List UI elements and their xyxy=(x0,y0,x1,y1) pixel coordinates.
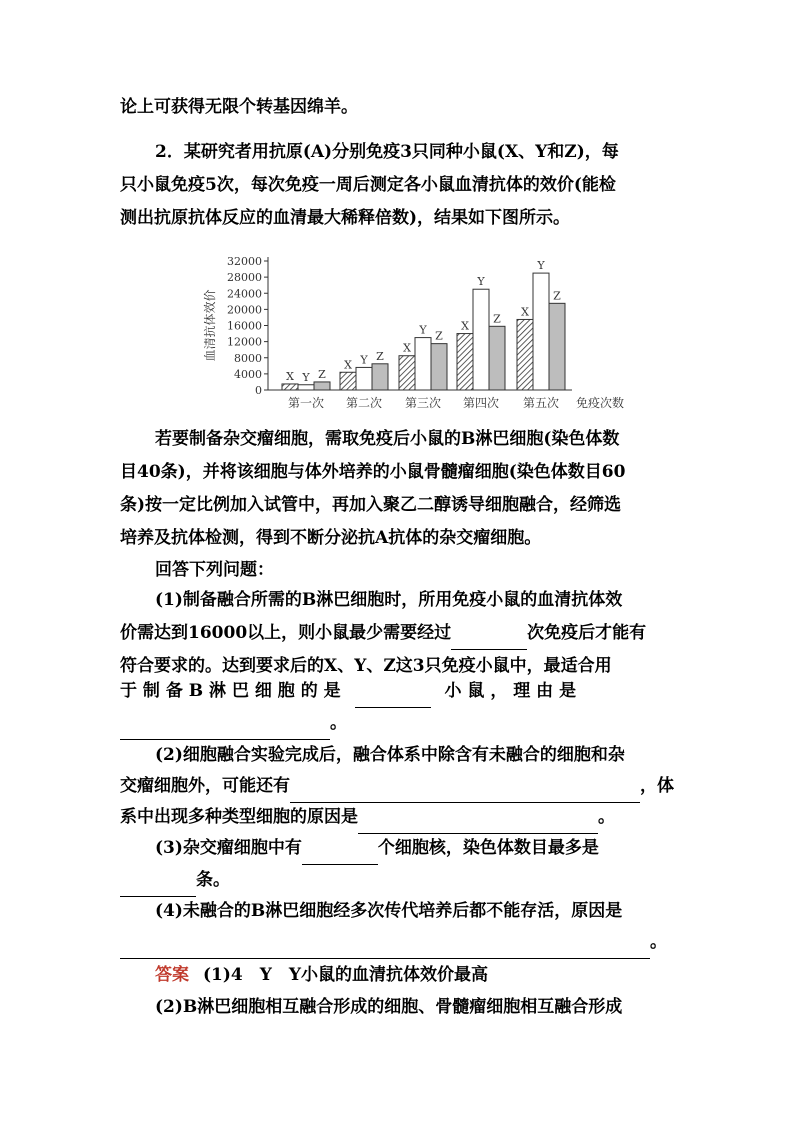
bar-Z-1 xyxy=(314,382,330,390)
answer-blank-8[interactable] xyxy=(120,936,650,959)
q2-line-3-part-b: 。 xyxy=(598,807,615,827)
q1-line-3: 符合要求的。达到要求后的X、Y、Z这3只免疫小鼠中，最适合用 xyxy=(120,656,612,676)
q2-line-2-part-a: 交瘤细胞外，可能还有 xyxy=(120,776,290,796)
x-tick-label: 第三次 xyxy=(404,396,442,410)
paragraph-line-3: 条)按一定比例加入试管中，再加入聚乙二醇诱导细胞融合，经筛选 xyxy=(120,495,622,515)
q2-line-2-part-b: ，体 xyxy=(640,776,674,796)
q3-line-2 xyxy=(120,863,676,897)
y-tick-label: 32000 xyxy=(227,255,262,268)
bar-label-Z-3: Z xyxy=(435,329,443,343)
bar-label-X-2: X xyxy=(344,358,352,372)
text-line-0: 论上可获得无限个转基因绵羊。 xyxy=(120,97,358,117)
bar-label-X-5: X xyxy=(521,305,529,319)
answer-label: 答案 xyxy=(155,965,189,985)
q1-line-1: (1)制备融合所需的B淋巴细胞时，所用免疫小鼠的血清抗体效 xyxy=(155,590,623,610)
bar-X-2 xyxy=(340,372,356,390)
answer-blank-3[interactable] xyxy=(120,717,330,740)
bar-label-Z-2: Z xyxy=(376,349,384,363)
bar-label-Y-2: Y xyxy=(360,353,368,367)
bar-label-Y-5: Y xyxy=(537,259,545,273)
bar-Z-5 xyxy=(549,303,565,390)
bar-label-Z-5: Z xyxy=(553,289,561,303)
answer-1-text: (1)4 Y Y小鼠的血清抗体效价最高 xyxy=(203,965,489,985)
x-tick-label: 第二次 xyxy=(345,396,383,410)
paragraph-line-1: 若要制备杂交瘤细胞，需取免疫后小鼠的B淋巴细胞(染色体数 xyxy=(155,429,620,449)
answer-blank-6[interactable] xyxy=(302,842,378,865)
q2-line-1: (2)细胞融合实验完成后，融合体系中除含有未融合的细胞和杂 xyxy=(155,745,625,765)
bar-label-Y-4: Y xyxy=(477,275,485,289)
antibody-titer-bar-chart xyxy=(200,236,630,414)
bar-X-5 xyxy=(517,319,533,390)
y-tick-label: 20000 xyxy=(227,303,262,317)
bar-Z-3 xyxy=(431,344,447,390)
x-axis-label: 免疫次数 xyxy=(576,396,625,410)
bar-label-Z-4: Z xyxy=(493,312,501,326)
bar-label-X-3: X xyxy=(403,341,411,355)
question-2-line-1: 2．某研究者用抗原(A)分别免疫3只同种小鼠(X、Y和Z)，每 xyxy=(155,142,619,162)
y-tick-label: 28000 xyxy=(227,271,262,285)
y-tick-label: 0 xyxy=(255,384,262,397)
bar-Y-5 xyxy=(533,273,549,390)
q2-line-3-part-a: 系中出现多种类型细胞的原因是 xyxy=(120,807,358,827)
y-tick-label: 8000 xyxy=(234,351,262,365)
q1-line-4 xyxy=(120,674,676,708)
y-axis-label: 血清抗体效价 xyxy=(203,289,217,362)
x-tick-label: 第一次 xyxy=(287,396,325,410)
answer-blank-2[interactable] xyxy=(355,685,431,708)
q1-line-2 xyxy=(120,616,676,650)
y-tick-label: 12000 xyxy=(227,335,262,349)
q1-line-5-end: 。 xyxy=(330,713,347,733)
bar-label-X-1: X xyxy=(286,369,294,383)
bar-label-Y-3: Y xyxy=(419,323,427,337)
q1-line-4-part-b: 小 鼠 ， 理 由 是 xyxy=(444,681,577,701)
q1-line-2-part-b: 次免疫后才能有 xyxy=(527,623,647,643)
prompt-line: 回答下列问题： xyxy=(155,560,274,580)
q4-line-2 xyxy=(120,925,686,959)
y-tick-label: 16000 xyxy=(227,319,262,333)
paragraph-line-4: 培养及抗体检测，得到不断分泌抗A抗体的杂交瘤细胞。 xyxy=(120,528,542,548)
y-tick-label: 4000 xyxy=(234,367,262,381)
q2-line-3 xyxy=(120,800,676,834)
bar-Y-1 xyxy=(298,385,314,390)
bar-X-4 xyxy=(457,334,473,390)
x-tick-label: 第四次 xyxy=(462,396,500,410)
bar-Y-4 xyxy=(473,289,489,390)
q2-line-2 xyxy=(120,769,676,803)
bar-label-Z-1: Z xyxy=(318,367,326,381)
y-tick-label: 24000 xyxy=(227,287,262,301)
bar-label-X-4: X xyxy=(461,319,469,333)
q3-line-1-part-a: (3)杂交瘤细胞中有 xyxy=(155,838,302,858)
q3-line-1 xyxy=(155,831,676,865)
bar-Z-2 xyxy=(372,364,388,390)
answer-blank-1[interactable] xyxy=(451,627,527,650)
q1-line-2-part-a: 价需达到16000以上，则小鼠最少需要经过 xyxy=(120,623,452,643)
paragraph-line-2: 目40条)，并将该细胞与体外培养的小鼠骨髓瘤细胞(染色体数目60 xyxy=(120,462,626,482)
q3-line-2-end: 条。 xyxy=(196,870,230,890)
bar-X-1 xyxy=(282,384,298,390)
bar-Z-4 xyxy=(489,326,505,390)
answer-line-2: (2)B淋巴细胞相互融合形成的细胞、骨髓瘤细胞相互融合形成 xyxy=(155,997,623,1017)
answer-line-1 xyxy=(155,958,676,992)
q1-line-5 xyxy=(120,706,676,740)
question-2-line-3: 测出抗原抗体反应的血清最大稀释倍数)，结果如下图所示。 xyxy=(120,208,571,228)
q4-line-1: (4)未融合的B淋巴细胞经多次传代培养后都不能存活，原因是 xyxy=(155,901,623,921)
question-2-line-2: 只小鼠免疫5次，每次免疫一周后测定各小鼠血清抗体的效价(能检 xyxy=(120,175,616,195)
x-tick-label: 第五次 xyxy=(522,396,560,410)
bar-X-3 xyxy=(399,356,415,390)
bar-label-Y-1: Y xyxy=(302,370,310,384)
bar-Y-2 xyxy=(356,367,372,390)
q1-line-4-part-a: 于 制 备 B 淋 巴 细 胞 的 是 xyxy=(120,681,341,701)
q4-line-2-end: 。 xyxy=(650,932,667,952)
q3-line-1-part-b: 个细胞核，染色体数目最多是 xyxy=(377,838,599,858)
bar-Y-3 xyxy=(415,338,431,390)
